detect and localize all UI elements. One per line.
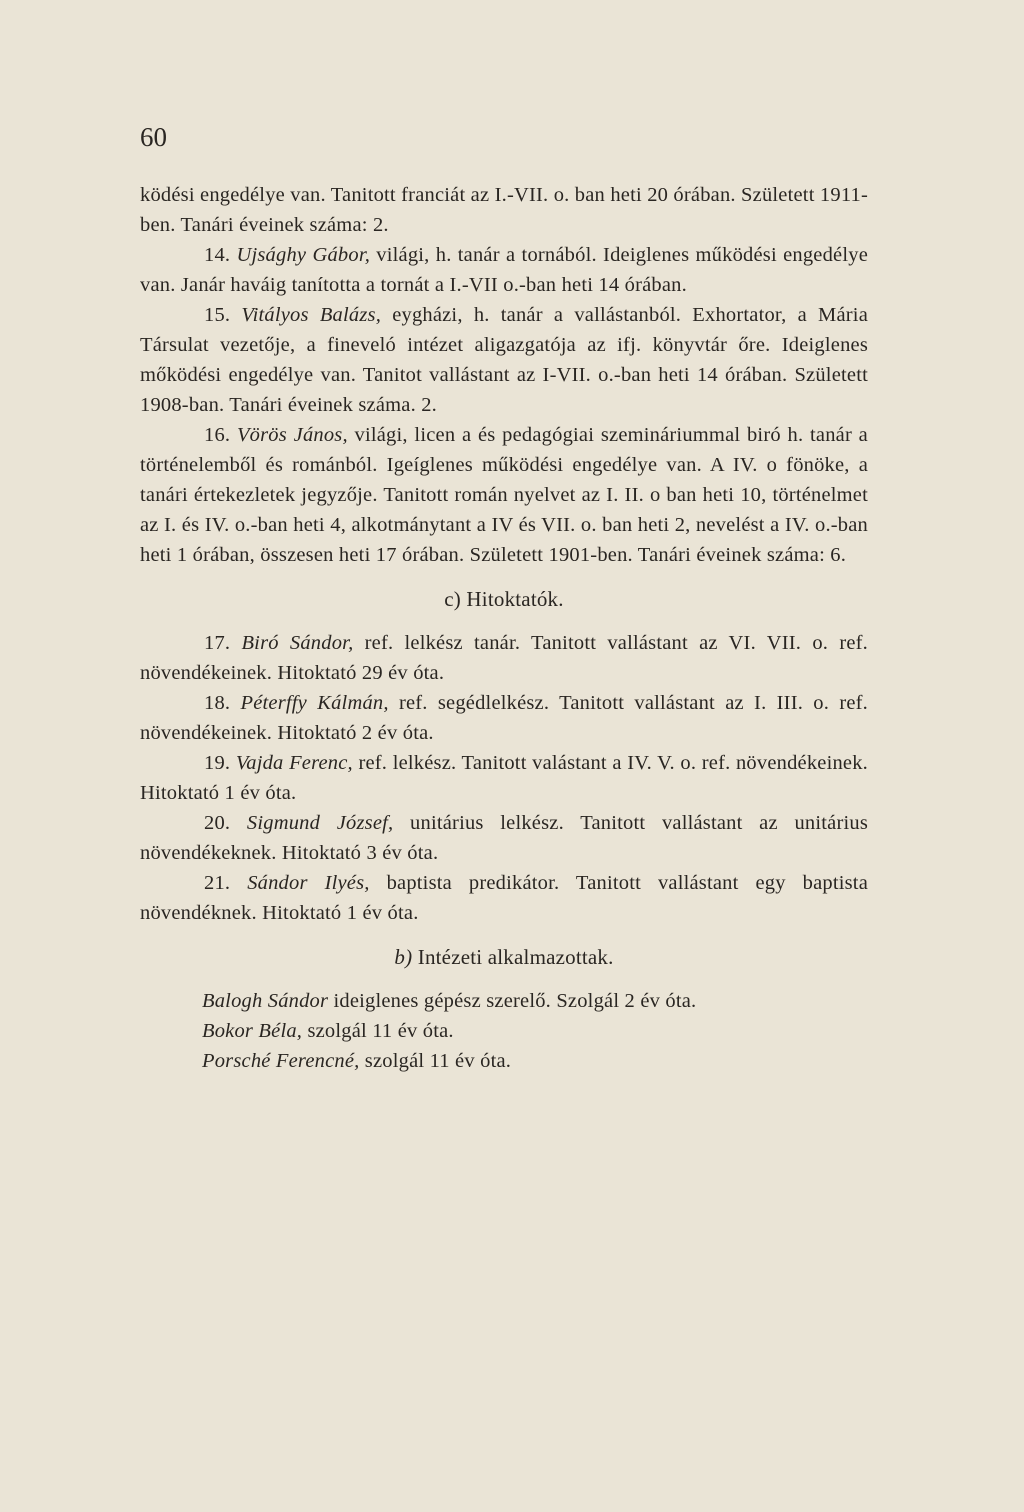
entry-16: 16. Vörös János, világi, licen a és pedagógiai szemináriummal biró h. tanár a történelemből és románból. Igeíglenes működési engedélye van. A IV. o fönöke, a tanári értekezletek jegyzője. Tanitott román nyelvet az I. II. o ban heti 10, történelmet az I. és IV. o.-ban heti 4, alkotmánytant a IV és VII. o. ban heti 2, nevelést a IV. o.-ban heti 1 órában, összesen heti 17 órában. Született 1901-ben. Tanári éveinek száma: 6. [140,424,868,566]
staff-entry: Bokor Béla, szolgál 11 év óta. [202,1020,454,1042]
section-heading-alkalmazottak: b) Intézeti alkalmazottak. [394,945,614,969]
person-name: Bokor Béla, [202,1020,303,1042]
person-name: Balogh Sándor [202,990,329,1012]
entry-15: 15. Vitályos Balázs, eygházi, h. tanár a vallástanból. Exhortator, a Mária Társulat vezetője, a fineveló intézet aligazgatója az ifj. könyvtár őre. Ideiglenes mőködési engedélye van. Tanitot vallástant az I-VII. o.-ban heti 14 órában. Született 1908-ban. Tanári éveinek száma. 2. [140,304,869,416]
person-name: Vitályos Balázs, [241,304,382,326]
entry-20: 20. Sigmund József, unitárius lelkész. Tanitott vallástant az unitárius növendékeknek. Hitoktató 3 év óta. [140,812,868,864]
page-number: 60 [140,122,167,152]
person-name: Biró Sándor, [241,632,354,654]
person-name: Sigmund József, [246,812,394,834]
section-heading-hitoktatok: c) Hitoktatók. [444,587,564,611]
person-name: Sándor Ilyés, [247,872,370,894]
staff-entry: Balogh Sándor ideiglenes gépész szerelő. Szolgál 2 év óta. [202,990,697,1012]
person-name: Péterffy Kálmán, [240,692,389,714]
entry-14: 14. Ujsághy Gábor, világi, h. tanár a tornából. Ideiglenes működési engedélye van. Janár haváig tanította a tornát a I.-VII o.-ban heti 14 órában. [140,244,868,296]
entry-17: 17. Biró Sándor, ref. lelkész tanár. Tanitott vallástant az VI. VII. o. ref. növendékeinek. Hitoktató 29 év óta. [140,632,868,684]
entry-21: 21. Sándor Ilyés, baptista predikátor. Tanitott vallástant egy baptista növendéknek. Hitoktató 1 év óta. [140,872,869,924]
staff-entry: Porsché Ferencné, szolgál 11 év óta. [202,1050,512,1072]
person-name: Vajda Ferenc, [235,752,353,774]
person-name: Ujsághy Gábor, [236,244,371,266]
entry-19: 19. Vajda Ferenc, ref. lelkész. Tanitott valástant a IV. V. o. ref. növendékeinek. Hitoktató 1 év óta. [140,752,869,804]
paragraph-continuation: ködési engedélye van. Tanitott franciát az I.-VII. o. ban heti 20 órában. Született 1911-ben. Tanári éveinek száma: 2. [140,184,868,236]
entry-18: 18. Péterffy Kálmán, ref. segédlelkész. Tanitott vallástant az I. III. o. ref. növendékeinek. Hitoktató 2 év óta. [140,692,869,744]
text-block [140,180,868,1076]
person-name: Vörös János, [236,424,348,446]
person-name: Porsché Ferencné, [202,1050,360,1072]
